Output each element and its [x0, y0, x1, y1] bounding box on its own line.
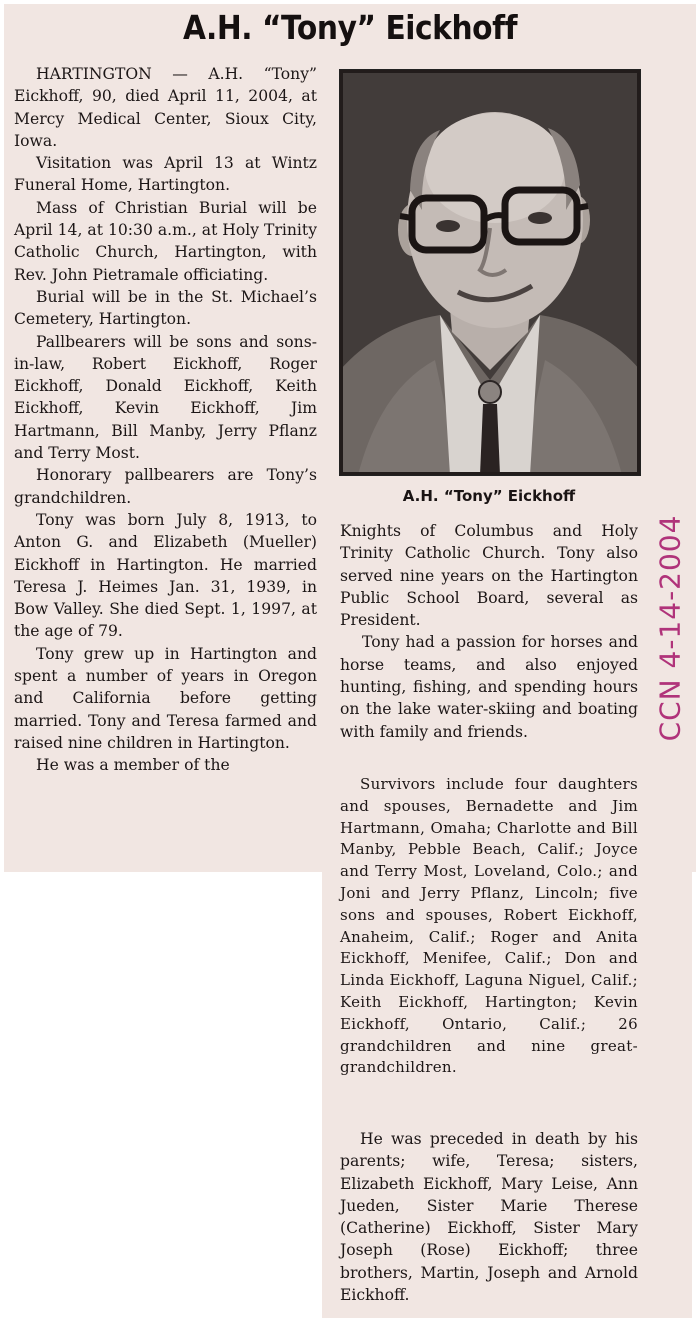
survivors-section	[340, 774, 638, 1079]
right-column-top	[340, 520, 638, 743]
handwritten-date-note: CCN 4-14-2004	[653, 514, 687, 742]
paragraph-pallbearers: Pallbearers will be sons and sons-in-law, Robert Eickhoff, Roger Eickhoff, Donald Eickhoff, Keith Eickhoff, Kevin Eickhoff, Jim Hartmann, Bill Manby, Jerry Pflanz and Terry Most.	[14, 332, 317, 463]
obituary-headline: A.H. “Tony” Eickhoff	[182, 8, 518, 47]
photo-caption: A.H. “Tony” Eickhoff	[402, 487, 576, 505]
paragraph-organizations: Knights of Columbus and Holy Trinity Catholic Church. Tony also served nine years on the Hartington Public School Board, several as President.	[340, 522, 638, 630]
paragraph-death-notice: HARTINGTON — A.H. “Tony” Eickhoff, 90, died April 11, 2004, at Mercy Medical Center, Sioux City, Iowa.	[14, 65, 317, 150]
paragraph-mass: Mass of Christian Burial will be April 14, at 10:30 a.m., at Holy Trinity Catholic Church, Hartington, with Rev. John Pietramale officiating.	[14, 198, 317, 284]
portrait-photo	[339, 69, 641, 476]
preceded-section	[340, 1128, 638, 1306]
paragraph-visitation: Visitation was April 13 at Wintz Funeral Home, Hartington.	[14, 154, 317, 195]
paragraph-hobbies: Tony had a passion for horses and horse teams, and also enjoyed hunting, fishing, and spending hours on the lake water-skiing and boating with family and friends.	[340, 633, 638, 741]
paragraph-honorary-pallbearers: Honorary pallbearers are Tony’s grandchildren.	[14, 466, 317, 507]
paragraph-survivors: Survivors include four daughters and spouses, Bernadette and Jim Hartmann, Omaha; Charlotte and Bill Manby, Pebble Beach, Calif.; Joyce and Terry Most, Loveland, Colo.; and Joni and Jerry Pflanz, Lincoln; five sons and spouses, Robert Eickhoff, Anaheim, Calif.; Roger and Anita Eickhoff, Menifee, Calif.; Don and Linda Eickhoff, Laguna Niguel, Calif.; Keith Eickhoff, Hartington; Kevin Eickhoff, Ontario, Calif.; 26 grandchildren and nine great-grandchildren.	[340, 775, 638, 1077]
paragraph-early-life: Tony grew up in Hartington and spent a number of years in Oregon and California before getting married. Tony and Teresa farmed and raised nine children in Hartington.	[14, 644, 317, 752]
paragraph-burial: Burial will be in the St. Michael’s Cemetery, Hartington.	[14, 287, 317, 329]
paragraph-preceded: He was preceded in death by his parents; wife, Teresa; sisters, Elizabeth Eickhoff, Mary Leise, Ann Jueden, Sister Marie Therese (Catherine) Eickhoff, Sister Mary Joseph (Rose) Eickhoff; three brothers, Martin, Joseph and Arnold Eickhoff.	[340, 1130, 638, 1305]
paragraph-birth-marriage: Tony was born July 8, 1913, to Anton G. and Elizabeth (Mueller) Eickhoff in Hartington. He married Teresa J. Heimes Jan. 31, 1939, in Bow Valley. She died Sept. 1, 1997, at the age of 79.	[14, 510, 317, 641]
paragraph-member: He was a member of the	[36, 756, 230, 775]
left-column	[14, 63, 317, 777]
